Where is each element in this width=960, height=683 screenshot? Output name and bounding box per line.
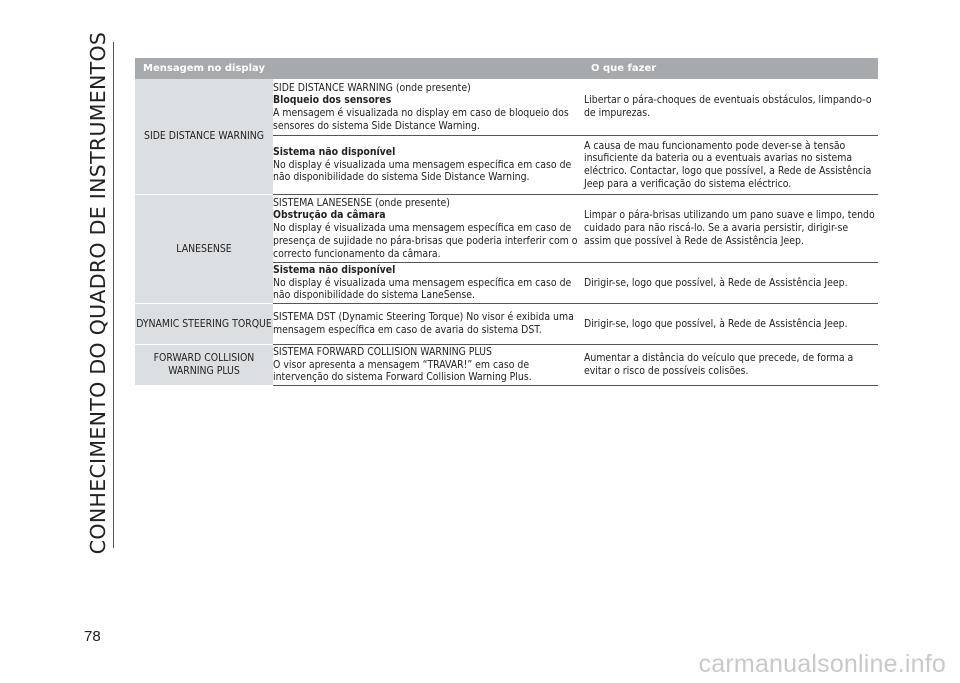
description-cell	[273, 304, 584, 345]
row-text: No display é visualizada uma mensagem específica em caso de presença de sujidade no pára-brisas que poderia interferir com o correcto funcionamento da câmara.	[273, 222, 578, 260]
row-title: SISTEMA FORWARD COLLISION WARNING PLUS	[273, 345, 492, 358]
row-text: SISTEMA DST (Dynamic Steering Torque) No visor é exibida uma mensagem específica em caso de avaria do sistema DST.	[273, 311, 574, 336]
row-text: No display é visualizada uma mensagem específica em caso de não disponibilidade do sistema LaneSense.	[273, 276, 572, 302]
watermark: carmanualsonline.info	[698, 650, 946, 678]
action-cell: Libertar o pára-choques de eventuais obstáculos, limpando-o de impurezas.	[584, 79, 878, 136]
description-cell	[273, 195, 584, 263]
row-subtitle: Sistema não disponível	[273, 145, 396, 158]
action-cell: Dirigir-se, logo que possível, à Rede de Assistência Jeep.	[584, 263, 878, 304]
description-cell	[273, 345, 584, 386]
chapter-title	[82, 31, 114, 555]
description-cell	[273, 263, 584, 304]
message-cell: DYNAMIC STEERING TORQUE	[135, 304, 273, 345]
action-cell: A causa de mau funcionamento pode dever-se à tensão insuficiente da bateria ou a eventuais avarias no sistema eléctrico. Contactar, logo que possível, a Rede de Assistência Jeep para a verificação do sistema eléctrico.	[584, 136, 878, 195]
header-description	[273, 58, 584, 79]
chapter-divider	[113, 42, 114, 548]
header-message: Mensagem no display	[135, 58, 273, 79]
chapter-title-text: CONHECIMENTO DO QUADRO DE INSTRUMENTOS	[86, 31, 110, 555]
row-title: SIDE DISTANCE WARNING (onde presente)	[273, 81, 471, 94]
row-subtitle: Bloqueio dos sensores	[273, 94, 392, 107]
action-cell: Dirigir-se, logo que possível, à Rede de Assistência Jeep.	[584, 304, 878, 345]
table-row	[135, 345, 878, 386]
header-action: O que fazer	[584, 58, 878, 79]
row-subtitle: Obstrução da câmara	[273, 209, 386, 222]
row-subtitle: Sistema não disponível	[273, 263, 396, 276]
description-cell	[273, 79, 584, 136]
row-text: A mensagem é visualizada no display em caso de bloqueio dos sensores do sistema Side Distance Warning.	[273, 107, 569, 132]
action-cell: Aumentar a distância do veículo que precede, de forma a evitar o risco de possíveis colisões.	[584, 345, 878, 386]
message-cell: SIDE DISTANCE WARNING	[135, 79, 273, 195]
page-number: 78	[84, 628, 101, 645]
table-row	[135, 304, 878, 345]
action-cell: Limpar o pára-brisas utilizando um pano suave e limpo, tendo cuidado para não riscá-lo. Se a avaria persistir, dirigir-se assim que possível à Rede de Assistência Jeep.	[584, 195, 878, 263]
message-cell: FORWARD COLLISION WARNING PLUS	[135, 345, 273, 386]
description-cell	[273, 136, 584, 195]
row-text: O visor apresenta a mensagem “TRAVAR!” em caso de intervenção do sistema Forward Collision Warning Plus.	[273, 358, 532, 384]
row-title: SISTEMA LANESENSE (onde presente)	[273, 196, 450, 209]
row-text: No display é visualizada uma mensagem específica em caso de não disponibilidade do sistema Side Distance Warning.	[273, 158, 572, 184]
table-row	[135, 195, 878, 263]
message-cell: LANESENSE	[135, 195, 273, 304]
table-header-row	[135, 58, 878, 79]
display-messages-table	[135, 58, 878, 386]
table-row	[135, 79, 878, 136]
